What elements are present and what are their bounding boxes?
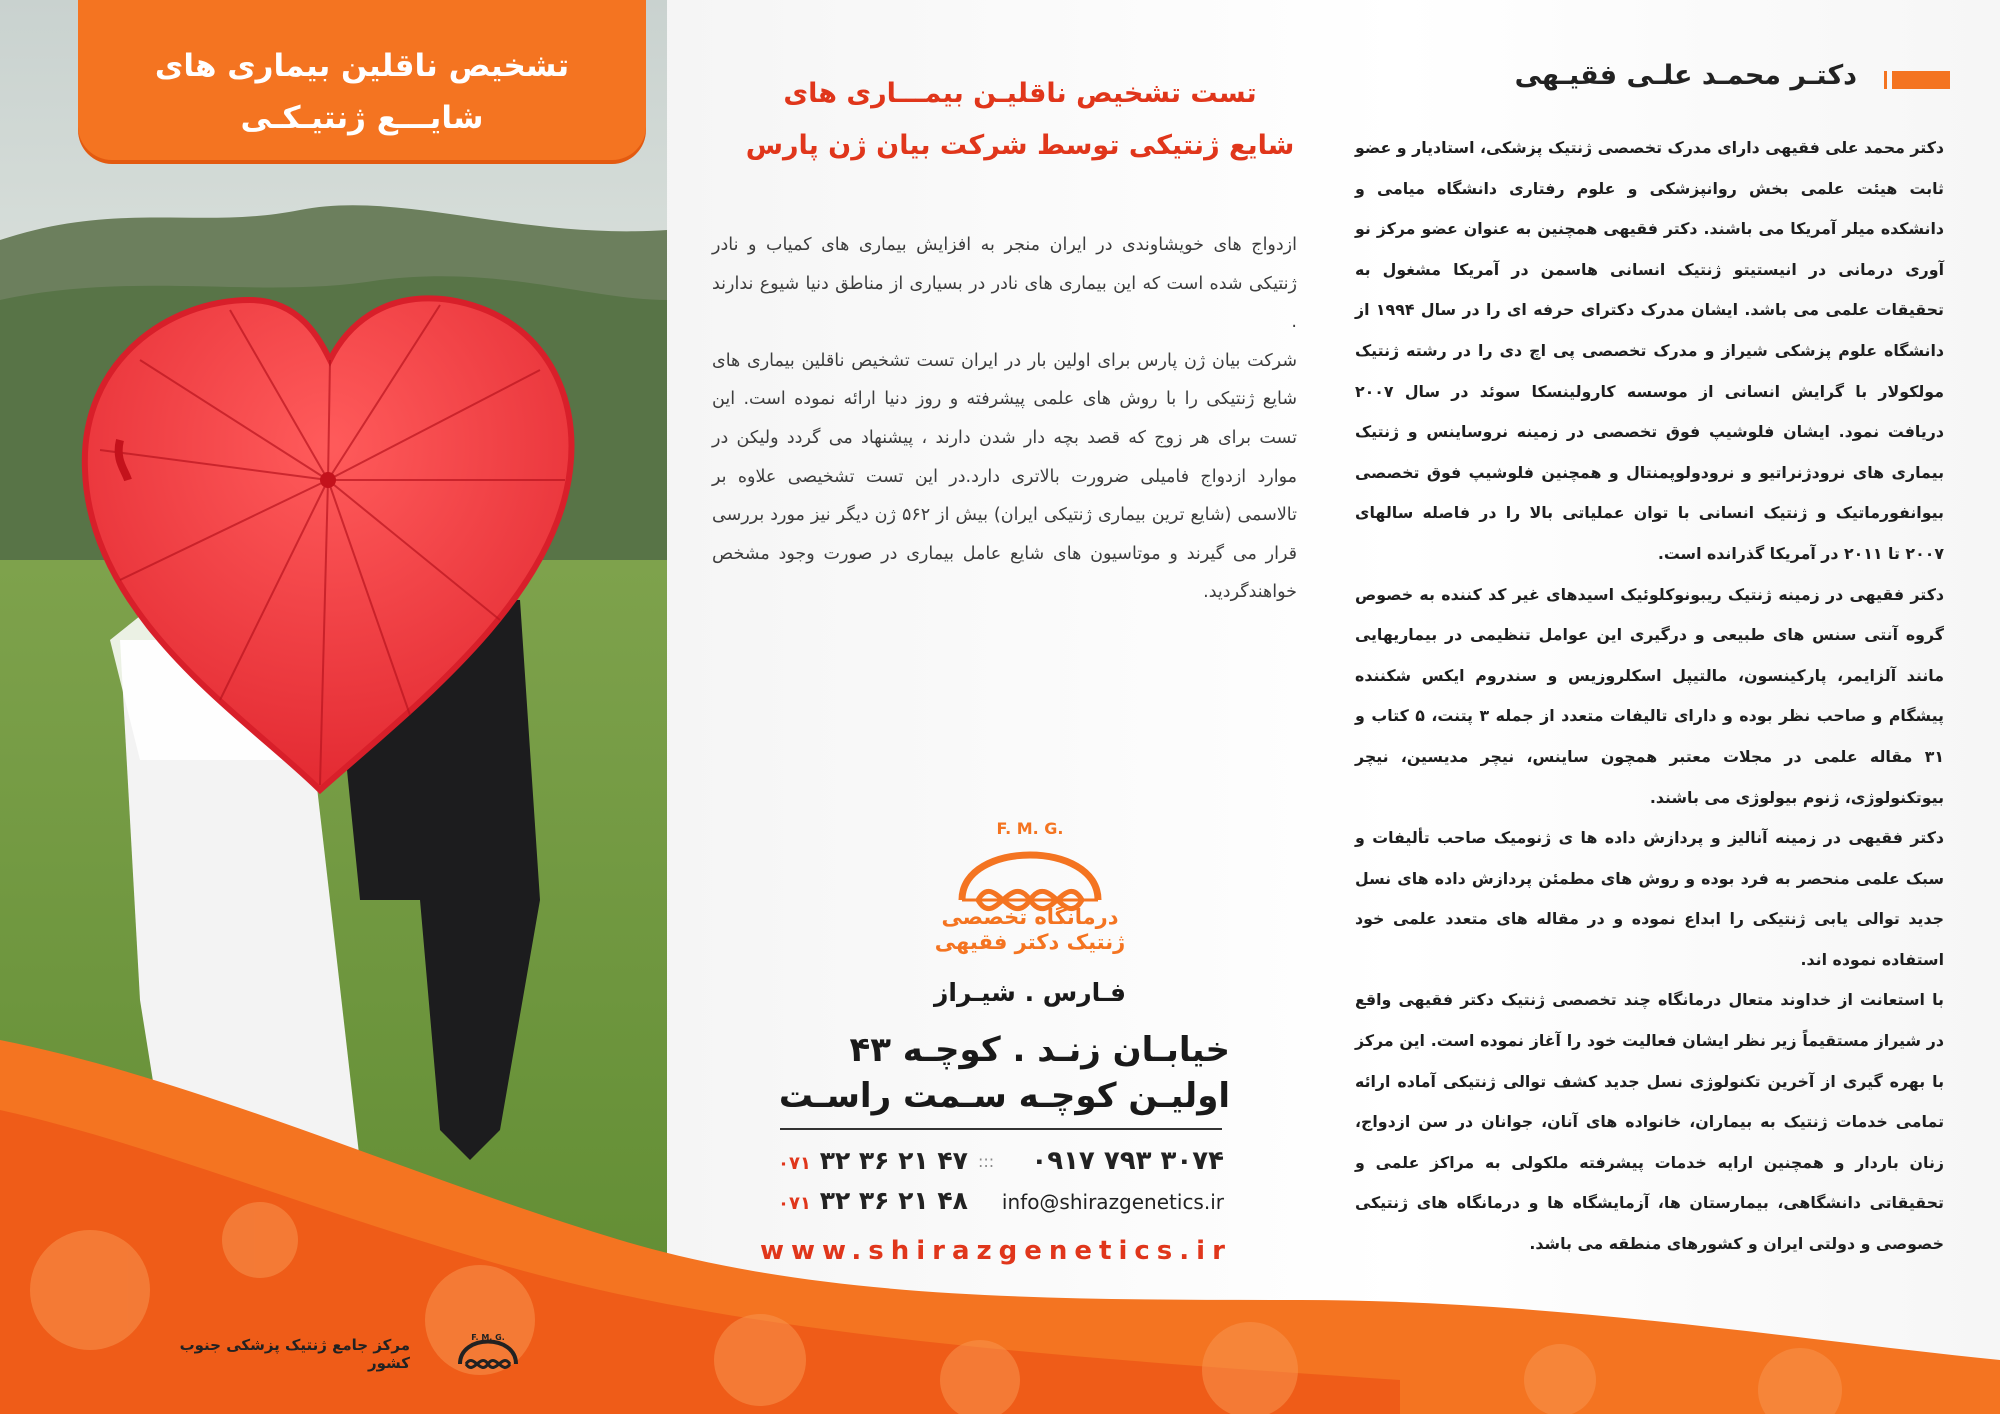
test-title-line1: تست تشخیص ناقلیـن بیمـــاری های: [783, 78, 1257, 109]
footer-logo-abbr: F. M. G.: [471, 1333, 505, 1342]
test-description: [712, 226, 1297, 612]
test-title-line2: شایع ژنتیکی توسط شرکت بیان ژن پارس: [745, 130, 1295, 161]
city-label: فـارس . شیـراز: [934, 978, 1126, 1007]
phone1-area-code: ۰۷۱: [778, 1153, 811, 1174]
doctor-biography: [1355, 128, 1944, 1265]
phone1-digits: ۳۲ ۳۶ ۲۱ ۴۷: [819, 1146, 968, 1175]
footer-fmg-logo-icon: [452, 1320, 524, 1380]
phone2-area-code: ۰۷۱: [778, 1193, 811, 1214]
separator-dots: :::: [978, 1152, 995, 1171]
website-link[interactable]: www.shirazgenetics.ir: [760, 1236, 1232, 1266]
footer-center-name: مرکز جامع ژنتیک پزشکی جنوب کشور: [179, 1336, 410, 1372]
phone-number-2[interactable]: [778, 1186, 968, 1215]
address-line1: خیابـان زنـد . کوچـه ۴۳: [849, 1030, 1230, 1070]
phone-number-1[interactable]: [778, 1146, 968, 1175]
contact-divider: [780, 1128, 1222, 1130]
doctor-name: دکتـر محمـد علـی فقیـهی: [1514, 60, 1857, 91]
bio-paragraph: دکتر فقیهی در زمینه آنالیز و پردازش داده ها ی ژنومیک صاحب تألیفات و سبک علمی منحصر به فرد بوده و روش های مطمئن پردازش داده های نسل جدید توالی یابی ژنتیکی را ابداع نموده و در مقاله های متعدد علمی خود استفاده نموده اند.: [1355, 828, 1944, 969]
clinic-name-line2: ژنتیک دکتر فقیهی: [934, 930, 1126, 954]
doctor-heading: [1350, 60, 1950, 100]
test-paragraph-1: ازدواج های خویشاوندی در ایران منجر به افزایش بیماری های کمیاب و نادر ژنتیکی شده است که این بیماری های نادر در بسیاری از مناطق دنیا شیوع ندارند .: [712, 235, 1297, 333]
bio-paragraph: دکتر فقیهی در زمینه ژنتیک ریبونوکلوئیک اسیدهای غیر کد کننده به خصوص گروه آنتی سنس های طبیعی و درگیری این عوامل تنظیمی در بیماریهایی مانند آلزایمر، پارکینسون، مالتیپل اسکلروزیس و سندروم ایکس شکننده پیشگام و صاحب نظر بوده و دارای تالیفات متعدد از جمله ۳ پتنت، ۵ کتاب و ۳۱ مقاله علمی در مجلات معتبر همچون ساینس، نیچر مدیسین، نیچر بیوتکنولوژی، ژنوم بیولوژی می باشند.: [1355, 584, 1944, 807]
address-line2: اولیـن کوچـه سـمت راسـت: [778, 1076, 1230, 1116]
bio-paragraph: با استعانت از خداوند متعال درمانگاه چند تخصصی ژنتیک دکتر فقیهی واقع در شیراز مستقیماً زیر نظر ایشان فعالیت خود را آغاز نموده است. این مرکز با بهره گیری از آخرین تکنولوژی نسل جدید کشف توالی ژنتیکی آماده ارائه تمامی خدمات ژنتیک به بیماران، خانواده های آنان، جوانان در سن ازدواج، زنان باردار و همچنین ارایه خدمات پیشرفته ملکولی به مراکز علمی و تحقیقاتی دانشگاهی، بیمارستان ها، آزمایشگاه ها و درمانگاه های ژنتیکی خصوصی و دولتی ایران و کشورهای منطقه می باشد.: [1355, 990, 1944, 1254]
main-title-line1: تشخیص ناقلین بیماری های: [154, 48, 570, 84]
bio-paragraph: دکتر محمد علی فقیهی دارای مدرک تخصصی ژنتیک پزشکی، استادیار و عضو ثابت هیئت علمی بخش روانپزشکی و علوم رفتاری دانشگاه میامی و دانشکده میلر آمریکا می باشند. دکتر فقیهی همچنین به عنوان عضو مرکز نو آوری درمانی در انیستیتو ژنتیک انسانی هاسمن در آمریکا مشغول به تحقیقات علمی می باشد. ایشان مدرک دکترای حرفه ای را در سال ۱۹۹۴ از دانشگاه علوم پزشکی شیراز و مدرک تخصصی پی اچ دی را در رشته ژنتیک مولکولار با گرایش انسانی از موسسه کارولینسکا سوئد در سال ۲۰۰۷ دریافت نمود. ایشان فلوشیپ فوق تخصصی در زمینه نروساینس و ژنتیک بیماری های نرودژنراتیو و نرودولوپمنتال و همچنین فلوشیپ فوق تخصصی بیوانفورماتیک و ژنتیک انسانی با توان عملیاتی بالا را در فاصله سالهای ۲۰۰۷ تا ۲۰۱۱ در آمریکا گذرانده است.: [1355, 138, 1944, 563]
heading-accent-line: [1884, 71, 1887, 89]
heading-accent-bar: [1892, 71, 1950, 89]
email-link[interactable]: info@shirazgenetics.ir: [1001, 1190, 1224, 1214]
main-title-line2: شایـــع ژنتیـکـی: [240, 100, 484, 136]
phone2-digits: ۳۲ ۳۶ ۲۱ ۴۸: [819, 1186, 968, 1215]
phone-row-1: [778, 1146, 1224, 1180]
test-paragraph-2: شرکت بیان ژن پارس برای اولین بار در ایران تست تشخیص ناقلین بیماری های شایع ژنتیکی را با روش های علمی پیشرفته و روز دنیا ارائه نموده است. این تست برای هر زوج که قصد بچه دار شدن دارند ، پیشنهاد می گردد ولیکن در موارد ازدواج فامیلی ضرورت بالاتری دارد.در این تست تشخیصی علاوه بر تالاسمی (شایع ترین بیماری ژنتیکی ایران) بیش از ۵۶۲ ژن دیگر نیز مورد بررسی قرار می گیرند و موتاسیون های شایع عامل بیماری در صورت وجود مشخص خواهندگردید.: [712, 350, 1297, 603]
phone-row-2: [778, 1186, 1224, 1220]
clinic-name-line1: درمانگاه تخصصی: [941, 905, 1119, 929]
mobile-number[interactable]: ۰۹۱۷ ۷۹۳ ۳۰۷۴: [1031, 1146, 1224, 1176]
logo-abbr: F. M. G.: [996, 819, 1064, 838]
